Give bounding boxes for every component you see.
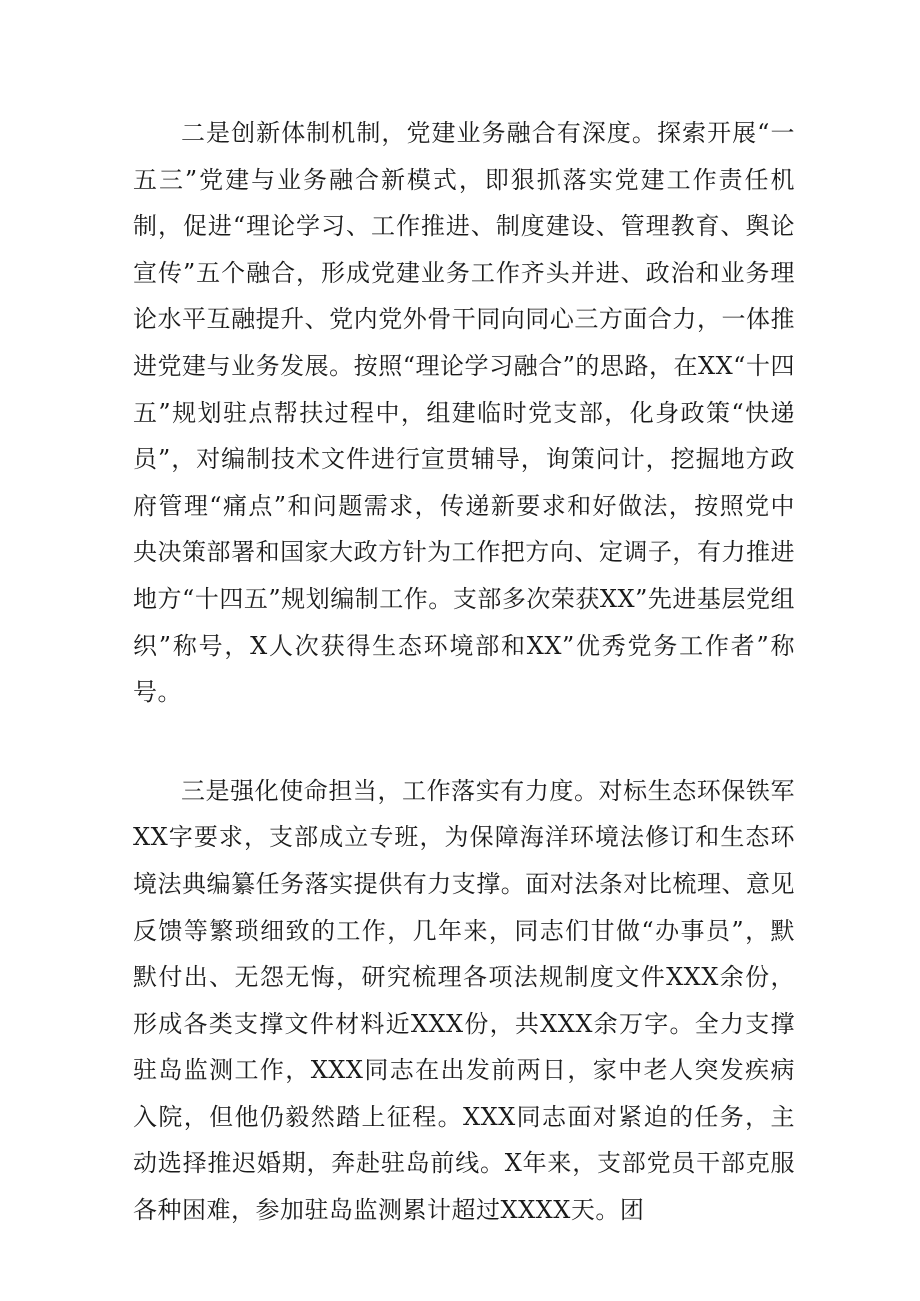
document-body	[133, 110, 795, 1234]
paragraph-mission-responsibility: 三是强化使命担当，工作落实有力度。对标生态环保铁军XX字要求，支部成立专班，为保障海洋环境法修订和生态环境法典编纂任务落实提供有力支撑。面对法条对比梳理、意见反馈等繁琐细致的工作，几年来，同志们甘做“办事员”，默默付出、无怨无悔，研究梳理各项法规制度文件XXX余份，形成各类支撑文件材料近XXX份，共XXX余万字。全力支撑驻岛监测工作，XXX同志在出发前两日，家中老人突发疾病入院，但他仍毅然踏上征程。XXX同志面对紧迫的任务，主动选择推迟婚期，奔赴驻岛前线。X年来，支部党员干部克服各种困难，参加驻岛监测累计超过XXXX天。团	[133, 776, 795, 1225]
paragraph-innovation-mechanism: 二是创新体制机制，党建业务融合有深度。探索开展“一五三”党建与业务融合新模式，即狠抓落实党建工作责任机制，促进“理论学习、工作推进、制度建设、管理教育、舆论宣传”五个融合，形成党建业务工作齐头并进、政治和业务理论水平互融提升、党内党外骨干同向同心三方面合力，一体推进党建与业务发展。按照“理论学习融合”的思路，在XX“十四五”规划驻点帮扶过程中，组建临时党支部，化身政策“快递员”，对编制技术文件进行宣贯辅导，询策问计，挖掘地方政府管理“痛点”和问题需求，传递新要求和好做法，按照党中央决策部署和国家大政方针为工作把方向、定调子，有力推进地方“十四五”规划编制工作。支部多次荣获XX”先进基层党组织”称号，X人次获得生态环境部和XX”优秀党务工作者”称号。	[133, 119, 795, 707]
